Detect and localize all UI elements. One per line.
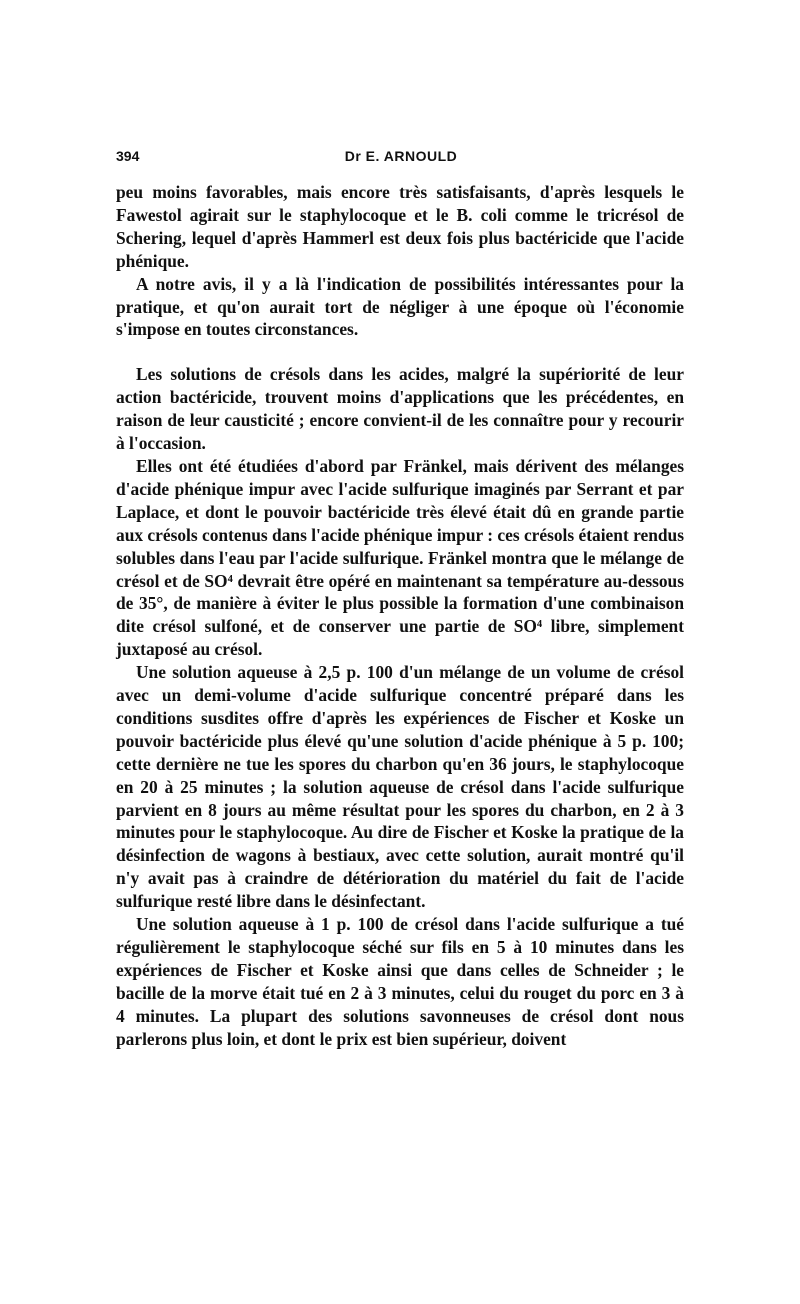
page-number: 394: [116, 148, 140, 164]
paragraph: Elles ont été étudiées d'abord par Fränkel, mais dérivent des mélanges d'acide phénique impur avec l'acide sulfurique imaginés par Serrant et par Laplace, et dont le pouvoir bactéricide très élevé était dû en grande partie aux crésols contenus dans l'acide phénique impur : ces crésols étaient rendus solubles dans l'eau par l'acide sulfurique. Fränkel montra que le mélange de crésol et de SO⁴ devrait être opéré en maintenant sa température au-dessous de 35°, de manière à éviter le plus possible la formation d'une combinaison dite crésol sulfoné, et de conserver une partie de SO⁴ libre, simplement juxtaposé au crésol.: [116, 455, 684, 660]
body-text: [116, 181, 684, 1051]
paragraph: Une solution aqueuse à 2,5 p. 100 d'un mélange de un volume de crésol avec un demi-volume d'acide sulfurique concentré préparé dans les conditions susdites offre d'après les expériences de Fischer et Koske un pouvoir bactéricide plus élevé qu'une solution d'acide phénique à 5 p. 100; cette dernière ne tue les spores du charbon qu'en 36 jours, le staphylocoque en 20 à 25 minutes ; la solution aqueuse de crésol dans l'acide sulfurique parvient en 8 jours au même résultat pour les spores du charbon, en 2 à 3 minutes pour le staphylocoque. Au dire de Fischer et Koske la pratique de la désinfection de wagons à bestiaux, avec cette solution, aurait montré qu'il n'y avait pas à craindre de détérioration du matériel du fait de l'acide sulfurique resté libre dans le désinfectant.: [116, 662, 684, 912]
paragraph-continuation: peu moins favorables, mais encore très satisfaisants, d'après lesquels le Fawestol agirait sur le staphylocoque et le B. coli comme le tricrésol de Schering, lequel d'après Hammerl est deux fois plus bactéricide que l'acide phénique.: [116, 182, 684, 271]
paragraph: Les solutions de crésols dans les acides, malgré la supériorité de leur action bactéricide, trouvent moins d'applications que les précédentes, en raison de leur causticité ; encore convient-il de les connaître pour y recourir à l'occasion.: [116, 364, 684, 454]
page-header: [116, 148, 686, 170]
running-head: Dr E. ARNOULD: [344, 148, 458, 164]
paragraph: Une solution aqueuse à 1 p. 100 de crésol dans l'acide sulfurique a tué régulièrement le staphylocoque séché sur fils en 5 à 10 minutes dans les expériences de Fischer et Koske ainsi que dans celles de Schneider ; le bacille de la morve était tué en 2 à 3 minutes, celui du rouget du porc en 3 à 4 minutes. La plupart des solutions savonneuses de crésol dont nous parlerons plus loin, et dont le prix est bien supérieur, doivent: [116, 914, 684, 1049]
paragraph: A notre avis, il y a là l'indication de possibilités intéressantes pour la pratique, et qu'on aurait tort de négliger à une époque où l'économie s'impose en toutes circonstances.: [116, 273, 684, 340]
